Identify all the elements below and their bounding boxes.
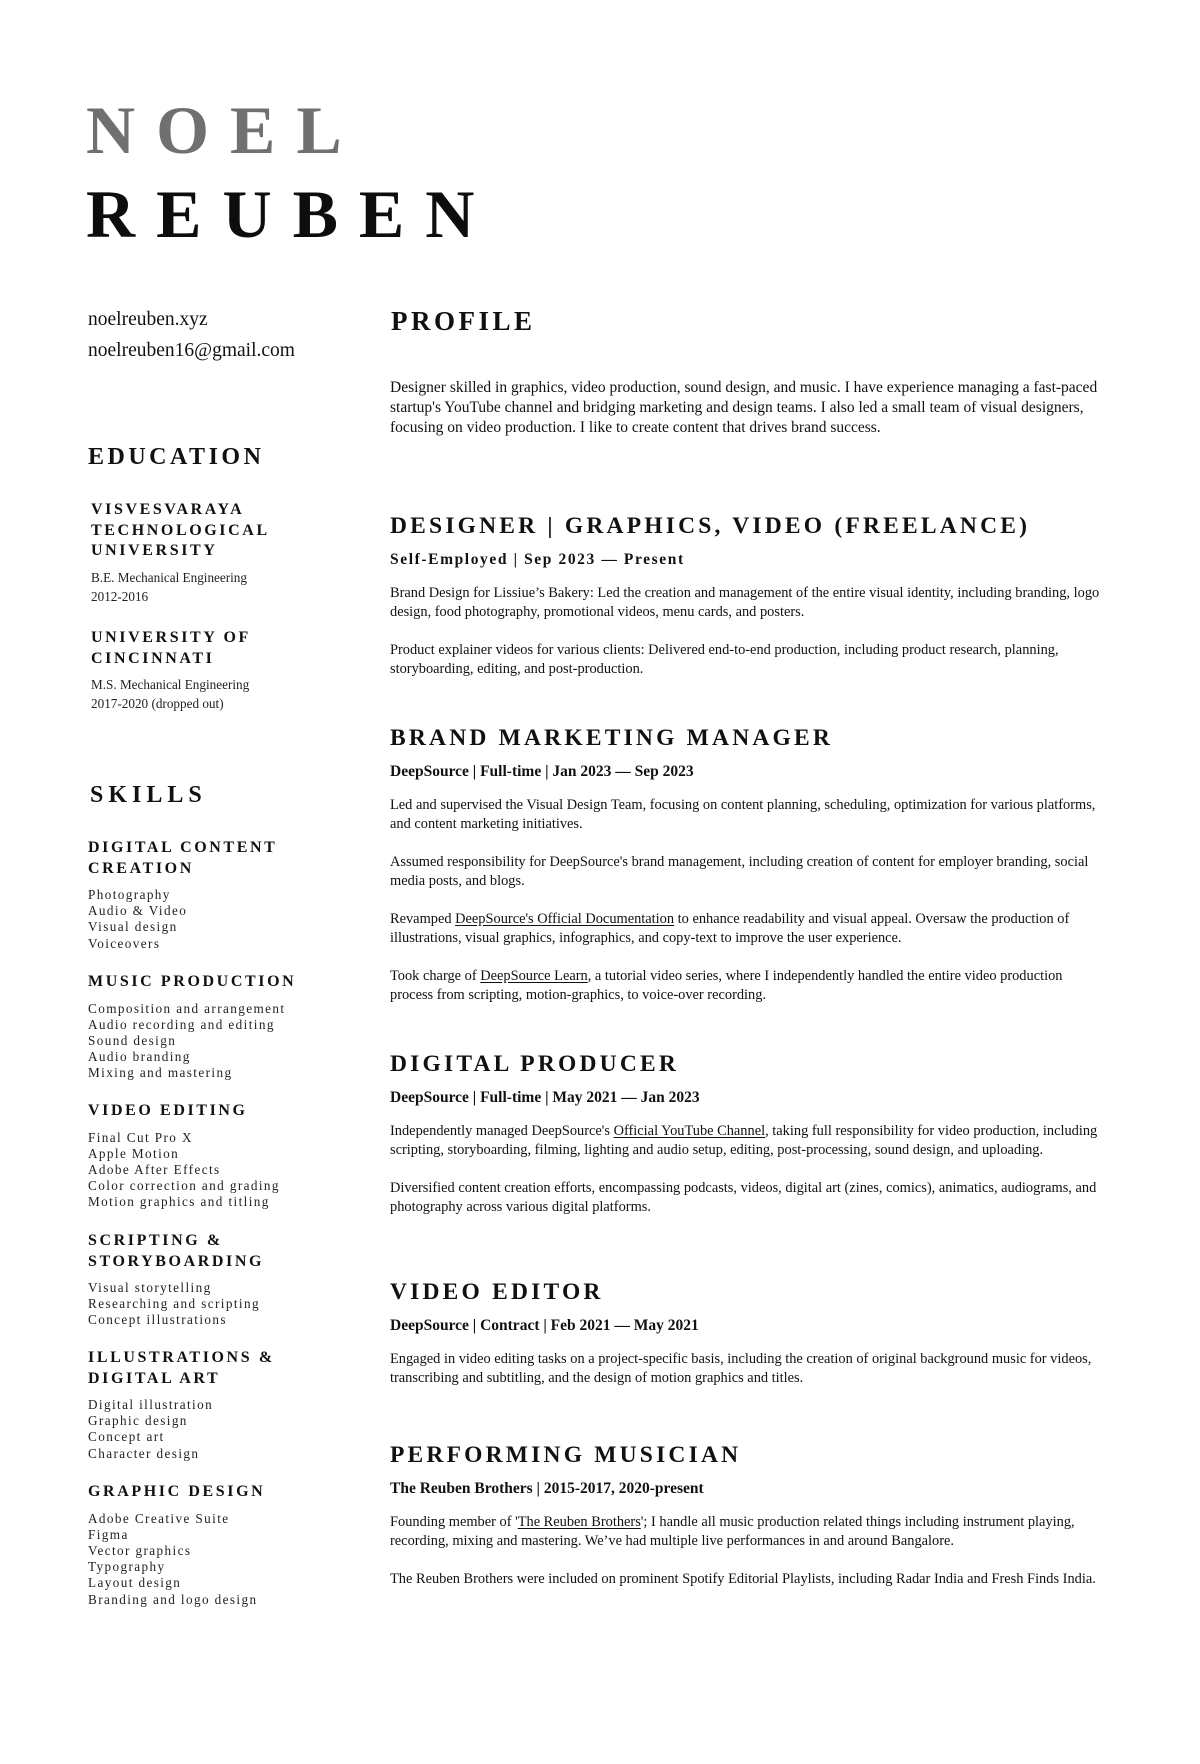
skill-item: Mixing and mastering <box>88 1065 233 1081</box>
reuben-brothers-link[interactable]: The Reuben Brothers <box>517 1514 641 1530</box>
skill-group <box>88 1482 388 1608</box>
skill-item: Concept illustrations <box>88 1312 227 1328</box>
job-paragraph: Diversified content creation efforts, encompassing podcasts, videos, digital art (zines, comics), animatics, audiograms, and photography across various digital platforms. <box>390 1180 1097 1215</box>
skill-item: Vector graphics <box>88 1542 192 1558</box>
email-link[interactable]: noelreuben16@gmail.com <box>88 340 295 361</box>
job-paragraph: Engaged in video editing tasks on a project-specific basis, including the creation of original background music for videos, transcribing and subtitling, and the design of motion graphics and titles. <box>390 1351 1092 1386</box>
school-name-line: VISVESVARAYA <box>91 501 245 518</box>
skill-category: CREATION <box>88 859 194 877</box>
skill-category: MUSIC PRODUCTION <box>88 973 297 990</box>
skill-item: Visual storytelling <box>88 1280 212 1295</box>
skill-item: Voiceovers <box>88 935 161 951</box>
job-entry <box>390 512 1100 698</box>
skill-group <box>88 1231 388 1329</box>
skill-item: Figma <box>88 1526 129 1542</box>
skill-item: Color correction and grading <box>88 1178 280 1194</box>
skill-item: Adobe After Effects <box>88 1161 221 1177</box>
education-item <box>91 500 381 606</box>
skill-group <box>88 1101 388 1211</box>
skill-category: DIGITAL ART <box>88 1369 221 1387</box>
contact-block <box>88 304 378 366</box>
job-paragraph: Took charge of DeepSource Learn, a tutorial video series, where I independently handled the entire video production process from scripting, motion-graphics, to voice-over recording. <box>390 968 1063 1003</box>
skill-group <box>88 972 388 1082</box>
skill-item: Composition and arrangement <box>88 1000 286 1016</box>
job-paragraph: Brand Design for Lissiue’s Bakery: Led the creation and management of the entire visual identity, including branding, logo design, food photography, promotional videos, menu cards, and posters. <box>390 585 1100 620</box>
job-meta: DeepSource | Contract | Feb 2021 — May 2021 <box>390 1317 699 1334</box>
school-name-line: CINCINNATI <box>91 649 215 667</box>
skill-category: SCRIPTING & <box>88 1232 223 1249</box>
skill-group <box>88 1348 388 1462</box>
skill-item: Layout design <box>88 1575 182 1591</box>
website-link[interactable]: noelreuben.xyz <box>88 309 208 330</box>
job-meta: DeepSource | Full-time | Jan 2023 — Sep 2023 <box>390 763 694 780</box>
job-title: BRAND MARKETING MANAGER <box>390 725 834 751</box>
job-meta: The Reuben Brothers | 2015-2017, 2020-present <box>390 1480 704 1497</box>
job-paragraph: Product explainer videos for various clients: Delivered end-to-end production, including product research, planning, storyboarding, editing, and post-production. <box>390 642 1059 677</box>
job-entry <box>390 1050 1100 1236</box>
skill-item: Apple Motion <box>88 1145 180 1161</box>
skills-title: SKILLS <box>90 782 207 808</box>
job-paragraph: Assumed responsibility for DeepSource's brand management, including creation of content for employer branding, social media posts, and blogs. <box>390 854 1089 889</box>
skill-item: Researching and scripting <box>88 1296 260 1312</box>
name-last: REUBEN <box>86 176 496 252</box>
skill-group <box>88 838 388 952</box>
degree: B.E. Mechanical Engineering <box>91 569 247 585</box>
job-paragraph: The Reuben Brothers were included on prominent Spotify Editorial Playlists, including Radar India and Fresh Finds India. <box>390 1571 1096 1587</box>
school-name-line: UNIVERSITY <box>91 542 218 559</box>
job-paragraph: Independently managed DeepSource's Official YouTube Channel, taking full responsibility for video production, including scripting, storyboarding, filming, lighting and audio setup, editing, post-processing, sound design, and uploading. <box>390 1123 1098 1158</box>
skill-item: Adobe Creative Suite <box>88 1510 230 1526</box>
skill-category: VIDEO EDITING <box>88 1102 248 1119</box>
documentation-link[interactable]: DeepSource's Official Documentation <box>455 911 675 927</box>
job-paragraph: Revamped DeepSource's Official Documentation to enhance readability and visual appeal. Oversaw the production of illustrations, visual graphics, infographics, and copy-text to improve the user experience. <box>390 911 1070 946</box>
job-title: VIDEO EDITOR <box>390 1279 604 1305</box>
skill-category: GRAPHIC DESIGN <box>88 1483 266 1500</box>
years: 2017-2020 (dropped out) <box>91 696 224 711</box>
name-first: NOEL <box>86 92 363 168</box>
skill-item: Motion graphics and titling <box>88 1194 270 1210</box>
skill-item: Graphic design <box>88 1413 188 1429</box>
skill-item: Visual design <box>88 919 178 935</box>
school-name-line: UNIVERSITY OF <box>91 629 251 646</box>
education-title: EDUCATION <box>88 444 265 470</box>
skill-item: Branding and logo design <box>88 1591 258 1607</box>
skill-item: Audio & Video <box>88 903 188 919</box>
youtube-channel-link[interactable]: Official YouTube Channel <box>613 1123 766 1139</box>
education-item <box>91 628 381 713</box>
job-entry <box>390 1441 1100 1608</box>
job-meta: Self-Employed | Sep 2023 — Present <box>390 551 685 568</box>
job-paragraph: Led and supervised the Visual Design Team, focusing on content planning, scheduling, optimization for various platforms, and content marketing initiatives. <box>390 797 1096 832</box>
skill-item: Character design <box>88 1445 200 1461</box>
job-meta: DeepSource | Full-time | May 2021 — Jan 2023 <box>390 1089 700 1106</box>
skill-item: Sound design <box>88 1032 177 1048</box>
skill-item: Audio recording and editing <box>88 1016 275 1032</box>
years: 2012-2016 <box>91 588 149 604</box>
job-title: DIGITAL PRODUCER <box>390 1051 680 1077</box>
skill-item: Concept art <box>88 1429 165 1445</box>
skill-category: STORYBOARDING <box>88 1252 265 1270</box>
skill-item: Audio branding <box>88 1049 191 1065</box>
profile-title: PROFILE <box>391 306 536 336</box>
degree: M.S. Mechanical Engineering <box>91 677 250 692</box>
skill-item: Final Cut Pro X <box>88 1129 193 1145</box>
job-title: DESIGNER | GRAPHICS, VIDEO (FREELANCE) <box>390 513 1031 539</box>
job-title: PERFORMING MUSICIAN <box>390 1442 742 1468</box>
job-entry <box>390 724 1100 1024</box>
skill-category: DIGITAL CONTENT <box>88 839 278 856</box>
profile-text: Designer skilled in graphics, video production, sound design, and music. I have experience managing a fast-paced startup's YouTube channel and bridging marketing and design teams. I also led a small team of visual designers, focusing on video production. I like to create content that drives brand success. <box>390 379 1098 436</box>
skill-category: ILLUSTRATIONS & <box>88 1349 275 1366</box>
deepsource-learn-link[interactable]: DeepSource Learn <box>480 968 588 984</box>
school-name-line: TECHNOLOGICAL <box>91 521 270 539</box>
job-entry <box>390 1278 1100 1407</box>
skill-item: Typography <box>88 1559 166 1575</box>
skill-item: Digital illustration <box>88 1397 214 1412</box>
job-paragraph: Founding member of 'The Reuben Brothers'; I handle all music production related things including instrument playing, recording, mixing and mastering. We’ve had multiple live performances in and around Bangalore. <box>390 1514 1075 1549</box>
skill-item: Photography <box>88 887 171 902</box>
